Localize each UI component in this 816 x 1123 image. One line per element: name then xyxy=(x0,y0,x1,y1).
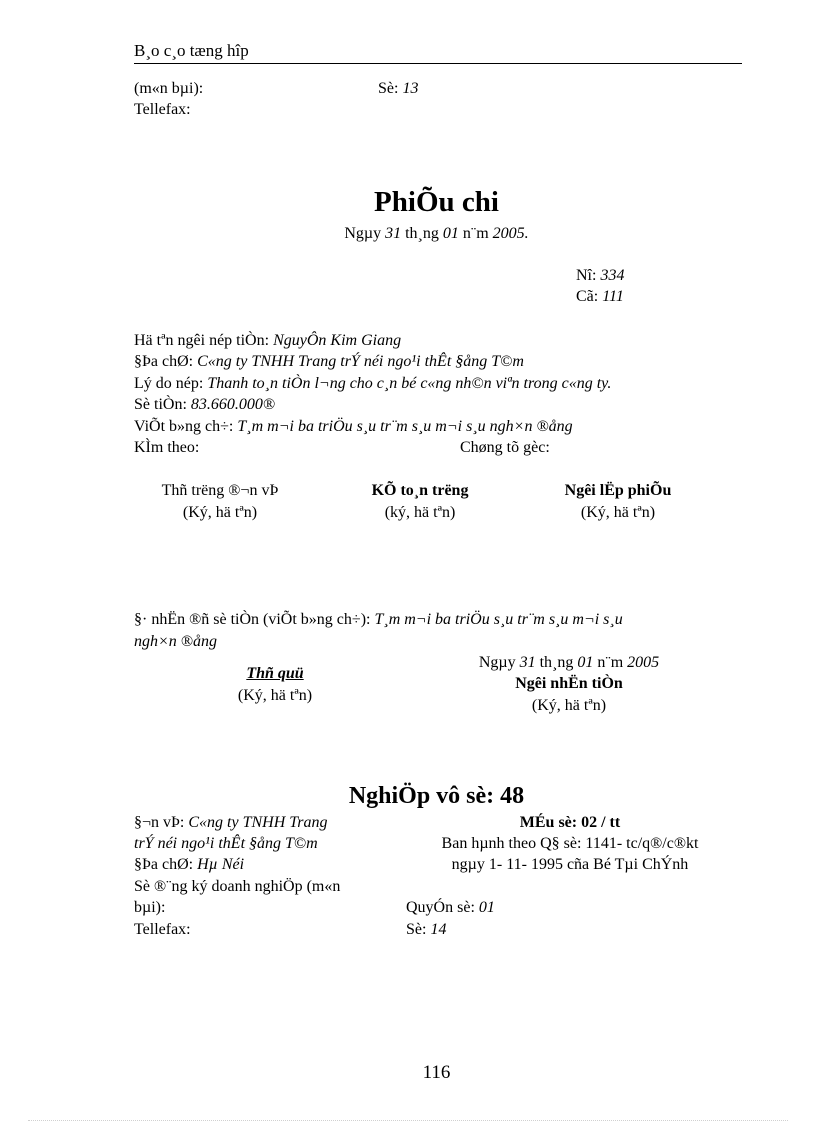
date-day: 31 xyxy=(385,225,402,242)
date-month-label: th¸ng xyxy=(401,225,443,242)
reason-value: Thanh to¸n tiÒn l¬ng cho c¸n bé c«ng nh©n viªn trong c«ng ty. xyxy=(207,375,612,392)
receiver-date-day: 31 xyxy=(519,654,536,671)
signature-director xyxy=(130,480,310,524)
receiver-date-year: 2005 xyxy=(627,654,660,671)
unit-line-1 xyxy=(134,812,328,834)
operation-address-label: §Þa chØ: xyxy=(134,856,198,873)
signature-note: (Ký, hä tªn) xyxy=(182,504,258,521)
signature-preparer xyxy=(528,480,708,524)
top-number-label: Sè: xyxy=(378,80,403,97)
receiver-date-month: 01 xyxy=(577,654,594,671)
tax-code-label: (m«n bµi): xyxy=(134,80,204,97)
signature-cashier xyxy=(185,663,365,707)
source-documents-label: Chøng tõ gèc: xyxy=(460,439,550,456)
book-number xyxy=(406,897,495,919)
cashier-note: (Ký, hä tªn) xyxy=(237,687,313,704)
header-divider xyxy=(134,63,742,64)
receiver-role: Ngêi nhËn tiÒn xyxy=(515,675,623,692)
amount-label: Sè tiÒn: xyxy=(134,396,191,413)
decree-line-2: ngµy 1- 11- 1995 cña Bé Tµi ChÝnh xyxy=(451,856,689,873)
operation-number xyxy=(406,919,446,941)
debit-account xyxy=(576,265,624,287)
operation-title: NghiÖp vô sè: 48 xyxy=(348,783,525,809)
reason-field xyxy=(134,373,611,395)
debit-value: 334 xyxy=(600,267,625,284)
telefax-label: Tellefax: xyxy=(134,101,191,118)
amount-value: 83.660.000® xyxy=(190,396,276,413)
operation-number-value: 14 xyxy=(430,921,447,938)
operation-address xyxy=(134,854,244,876)
amount-words-label: ViÕt b»ng ch÷: xyxy=(134,418,238,435)
receipt-date xyxy=(0,223,816,245)
received-line-2: ngh×n ®ång xyxy=(134,633,217,650)
receiver-date-prefix: Ngµy xyxy=(478,654,520,671)
signature-role: Ngêi lËp phiÕu xyxy=(564,482,672,499)
signature-role: Thñ trëng ®¬n vÞ xyxy=(161,482,279,499)
page-bottom-border xyxy=(28,1120,788,1121)
amount-words-field xyxy=(134,416,573,438)
receiver-date-month-label: th¸ng xyxy=(535,654,578,671)
credit-account xyxy=(576,286,624,308)
address-field xyxy=(134,351,524,373)
received-label: §· nhËn ®ñ sè tiÒn (viÕt b»ng ch÷): xyxy=(134,611,375,628)
debit-label: Nî: xyxy=(576,267,601,284)
signature-chief-accountant xyxy=(330,480,510,524)
top-number-value: 13 xyxy=(402,80,419,97)
date-year-label: n¨m xyxy=(458,225,493,242)
operation-telefax-label: Tellefax: xyxy=(134,921,191,938)
receiver-note: (Ký, hä tªn) xyxy=(531,697,607,714)
amount-field xyxy=(134,394,275,416)
address-label: §Þa chØ: xyxy=(134,353,198,370)
operation-address-value: Hµ Néi xyxy=(197,856,245,873)
receiver-date-year-label: n¨m xyxy=(593,654,628,671)
credit-value: 111 xyxy=(602,288,624,305)
date-month: 01 xyxy=(442,225,459,242)
reason-label: Lý do nép: xyxy=(134,375,208,392)
date-prefix: Ngµy xyxy=(344,225,386,242)
decree-line-1: Ban hµnh theo Q§ sè: 1141- tc/q®/c®kt xyxy=(441,835,699,852)
business-registration-line-2: bµi): xyxy=(134,899,166,916)
form-number: MÉu sè: 02 / tt xyxy=(519,814,621,831)
credit-label: Cã: xyxy=(576,288,603,305)
unit-line-2: trÝ néi ngo¹i thÊt §ång T©m xyxy=(134,835,318,852)
received-line-1 xyxy=(134,609,623,631)
signature-note: (Ký, hä tªn) xyxy=(580,504,656,521)
unit-label: §¬n vÞ: xyxy=(134,814,189,831)
top-number-line xyxy=(378,78,418,100)
signature-role: KÕ to¸n trëng xyxy=(371,482,469,499)
unit-value: C«ng ty TNHH Trang xyxy=(188,814,328,831)
cashier-role: Thñ quü xyxy=(246,665,304,682)
address-value: C«ng ty TNHH Trang trÝ néi ngo¹i thÊt §ång T©m xyxy=(197,353,524,370)
amount-words-value: T¸m m¬i ba triÖu s¸u tr¨m s¸u m¬i s¸u ngh×n ®ång xyxy=(237,418,573,435)
operation-number-label: Sè: xyxy=(406,921,431,938)
report-header-title: B¸o c¸o tæng hîp xyxy=(134,41,249,60)
receiver-date xyxy=(426,652,712,674)
signature-note: (ký, hä tªn) xyxy=(384,504,456,521)
received-value: T¸m m¬i ba triÖu s¸u tr¨m s¸u m¬i s¸u xyxy=(374,611,623,628)
attachments-label: KÌm theo: xyxy=(134,439,200,456)
page-number: 116 xyxy=(422,1062,451,1083)
book-number-value: 01 xyxy=(478,899,495,916)
date-year: 2005. xyxy=(492,225,529,242)
receipt-title: PhiÕu chi xyxy=(374,186,499,218)
payee-field xyxy=(134,330,401,352)
payee-label: Hä tªn ngêi nép tiÒn: xyxy=(134,332,274,349)
payee-value: NguyÔn Kim Giang xyxy=(273,332,402,349)
business-registration-line-1: Sè ®¨ng ký doanh nghiÖp (m«n xyxy=(134,878,341,895)
book-number-label: QuyÓn sè: xyxy=(406,899,479,916)
